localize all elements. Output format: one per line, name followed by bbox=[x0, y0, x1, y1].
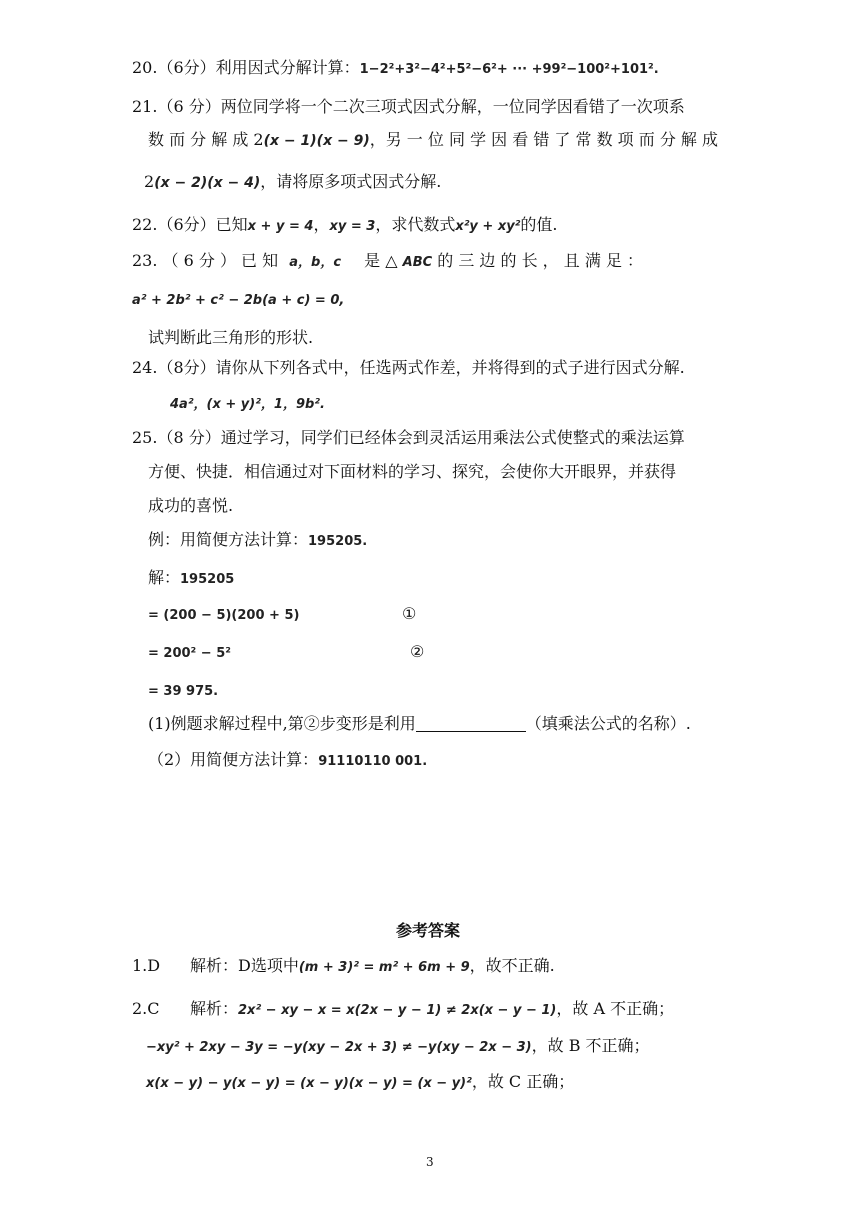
question-22-text-a: 22.（6分）已知 bbox=[132, 215, 248, 234]
question-22-text-b: ，求代数式 bbox=[375, 215, 456, 234]
question-22-text-c: 的值. bbox=[520, 215, 558, 234]
question-21-line-3 bbox=[144, 171, 441, 194]
question-22-math-1: x + y = 4 bbox=[247, 219, 314, 234]
question-25-step-1-math: = (200 − 5)(200 + 5) bbox=[148, 608, 300, 623]
question-22-math-2: xy = 3 bbox=[329, 219, 376, 234]
question-23-line-3: 试判断此三角形的形状. bbox=[148, 328, 314, 347]
question-23-sides: a，b，c bbox=[289, 255, 342, 270]
question-25-step-1 bbox=[148, 603, 299, 627]
question-22-math-3: x²y + xy² bbox=[455, 219, 521, 234]
question-21-factor-2: (x − 2)(x − 4) bbox=[154, 175, 261, 191]
question-20 bbox=[132, 57, 659, 81]
answer-1-text-b: ，故不正确. bbox=[469, 956, 555, 975]
question-21-line-3-text-a: 2 bbox=[144, 172, 155, 191]
question-25-line-3: 成功的喜悦. bbox=[148, 496, 234, 515]
answer-1-number: 1.D bbox=[132, 956, 161, 975]
question-25-part-1-text-b: （填乘法公式的名称）. bbox=[525, 714, 691, 733]
question-25-line-2: 方便、快捷．相信通过对下面材料的学习、探究，会使你大开眼界，并获得 bbox=[148, 462, 677, 481]
answer-2-math-1: 2x² − xy − x = x(2x − y − 1) ≠ 2x(x − y − 1) bbox=[238, 1003, 557, 1018]
question-25-step-2-mark: ② bbox=[410, 642, 425, 661]
question-25-example-math: 195205. bbox=[308, 534, 368, 549]
answer-2-text-c: ，故 B 不正确； bbox=[531, 1036, 650, 1055]
question-25-solution-text: 解： bbox=[148, 568, 181, 587]
question-21-factor-1: (x − 1)(x − 9) bbox=[263, 133, 370, 149]
question-25-part-1 bbox=[148, 713, 691, 735]
question-25-step-2 bbox=[148, 641, 231, 665]
question-25-step-2-math: = 200² − 5² bbox=[148, 646, 231, 661]
answer-2-math-3: x(x − y) − y(x − y) = (x − y)(x − y) = (x − y)² bbox=[146, 1076, 472, 1091]
question-22 bbox=[132, 214, 557, 238]
answer-2-text-b: ，故 A 不正确； bbox=[556, 999, 675, 1018]
question-21-line-2 bbox=[148, 129, 718, 152]
question-21-line-3-text-b: ，请将原多项式因式分解. bbox=[260, 172, 442, 191]
question-23-text-c: 的 三 边 的 长 ， 且 满 足 ： bbox=[437, 251, 644, 270]
answer-2-line-2 bbox=[146, 1035, 650, 1059]
question-25-solution bbox=[148, 567, 234, 591]
question-21-line-2-text-a: 数 而 分 解 成 2 bbox=[148, 130, 264, 149]
question-25-step-3 bbox=[148, 679, 218, 703]
question-23-text-b: 是 △ bbox=[364, 251, 398, 270]
question-24-expressions bbox=[170, 392, 325, 416]
answers-title: 参考答案 bbox=[396, 921, 461, 940]
question-25-part-1-text-a: (1)例题求解过程中,第②步变形是利用 bbox=[148, 714, 416, 733]
question-25-line-1: 25.（8 分）通过学习，同学们已经体会到灵活运用乘法公式使整式的乘法运算 bbox=[132, 428, 685, 447]
answer-2-line-1 bbox=[132, 998, 674, 1022]
question-25-step-1-mark: ① bbox=[402, 604, 417, 623]
answer-1 bbox=[132, 955, 555, 979]
question-20-text: 20.（6分）利用因式分解计算： bbox=[132, 58, 360, 77]
answer-1-text-a: 解析：D选项中 bbox=[190, 956, 299, 975]
answer-2-text-a: 解析： bbox=[190, 999, 239, 1018]
answer-2-number: 2.C bbox=[132, 999, 160, 1018]
question-24-math: 4a²，(x + y)²，1，9b². bbox=[170, 397, 325, 412]
answer-2-math-2: −xy² + 2xy − 3y = −y(xy − 2x + 3) ≠ −y(xy − 2x − 3) bbox=[146, 1040, 532, 1055]
question-21-line-2-text-b: ，另 一 位 同 学 因 看 错 了 常 数 项 而 分 解 成 bbox=[369, 130, 719, 149]
question-23-equation: a² + 2b² + c² − 2b(a + c) = 0, bbox=[132, 293, 345, 308]
question-24-line-1: 24.（8分）请你从下列各式中，任选两式作差，并将得到的式子进行因式分解. bbox=[132, 358, 685, 377]
page-number: 3 bbox=[426, 1155, 434, 1169]
answer-blank[interactable] bbox=[416, 715, 526, 732]
question-25-step-3-math: = 39 975. bbox=[148, 684, 219, 699]
question-23-text-a: 23. （ 6 分 ） 已 知 bbox=[132, 251, 279, 270]
answer-1-math: (m + 3)² = m² + 6m + 9 bbox=[298, 960, 470, 975]
question-23-line-1 bbox=[132, 250, 643, 274]
question-20-math: 1−2²+3²−4²+5²−6²+ ··· +99²−100²+101². bbox=[359, 62, 659, 77]
question-25-example-text: 例：用简便方法计算： bbox=[148, 530, 309, 549]
answer-2-line-3 bbox=[146, 1071, 574, 1095]
question-23-triangle: ABC bbox=[402, 255, 433, 270]
question-21-line-1: 21.（6 分）两位同学将一个二次三项式因式分解，一位同学因看错了一次项系 bbox=[132, 97, 685, 116]
answer-2-text-d: ，故 C 正确； bbox=[471, 1072, 575, 1091]
question-25-part-2 bbox=[148, 749, 427, 773]
question-22-sep: ， bbox=[313, 215, 330, 234]
question-25-part-2-text: （2）用简便方法计算： bbox=[148, 750, 319, 769]
question-23-condition bbox=[132, 288, 344, 312]
question-25-example bbox=[148, 529, 367, 553]
question-25-solution-math: 195205 bbox=[180, 572, 235, 587]
question-25-part-2-math: 91110110 001. bbox=[318, 754, 428, 769]
